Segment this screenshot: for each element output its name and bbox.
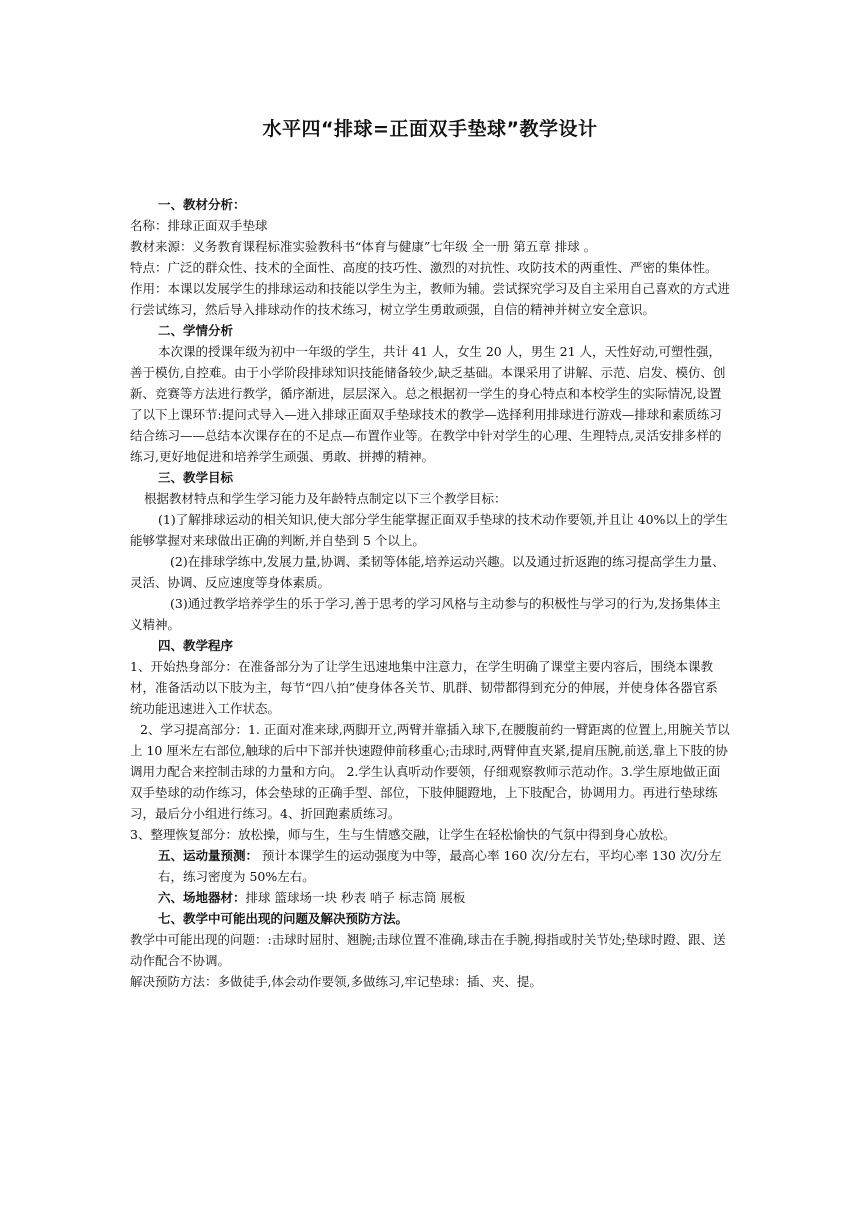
section-3-heading: 三、教学目标 [158,470,234,485]
document-body [130,194,730,992]
material-source: 教材来源：义务教育课程标准实验教科书“体育与健康”七年级 全一册 第五章 排球 。 [130,239,597,254]
load-prediction: 预计本课学生的运动强度为中等，最高心率 160 次/分左右，平均心率 130 次/分左右，练习密度为 50%左右。 [158,848,722,884]
material-name: 名称：排球正面双手垫球 [130,218,268,233]
procedure-cooldown: 3、整理恢复部分：放松操，师与生，生与生情感交融，让学生在轻松愉快的气氛中得到身心放松。 [130,827,676,842]
section-6 [130,887,730,908]
goal-2: (2)在排球学练中,发展力量,协调、柔韧等体能,培养运动兴趣。以及通过折返跑的练习提高学生力量、灵活、协调、反应速度等身体素质。 [130,554,725,590]
procedure-learning: 2、学习提高部分：1. 正面对准来球,两脚开立,两臂并靠插入球下,在腰腹前约一臂距离的位置上,用腕关节以上 10 厘米左右部位,触球的后中下部并快速蹬伸前移重心;击球时,两臂伸直夹紧,提肩压腕,前送,靠上下肢的协调用力配合来控制击球的力量和方向。 2.学生认真听动作要领，仔细观察教师示范动作。3.学生原地做正面双手垫球的动作练习，体会垫球的正确手型、部位，下肢伸腿蹬地，上下肢配合，协调用力。再进行垫球练习，最后分小组进行练习。4、折回跑素质练习。 [130,722,730,821]
section-7-heading: 七、教学中可能出现的问题及解决预防方法。 [158,911,409,926]
document-title: 水平四“排球=正面双手垫球”教学设计 [262,118,598,140]
section-5-heading: 五、运动量预测： [158,848,259,863]
goal-3: (3)通过教学培养学生的乐于学习,善于思考的学习风格与主动参与的积极性与学习的行为,发扬集体主义精神。 [130,596,721,632]
prevention-methods: 解决预防方法：多做徒手,体会动作要领,多做练习,牢记垫球：插、夹、提。 [130,974,542,989]
possible-problems: 教学中可能出现的问题：:击球时屈肘、翘腕;击球位置不准确,球击在手腕,拇指或肘关节处;垫球时蹬、跟、送动作配合不协调。 [130,932,726,968]
material-role: 作用：本课以发展学生的排球运动和技能以学生为主，教师为辅。尝试探究学习及自主采用自己喜欢的方式进行尝试练习，然后导入排球动作的技术练习，树立学生勇敢顽强，自信的精神并树立安全意识。 [130,281,731,317]
procedure-warmup: 1、开始热身部分：在准备部分为了让学生迅速地集中注意力，在学生明确了课堂主要内容后，围绕本课教材，准备活动以下肢为主，每节“四八拍”使身体各关节、肌群、韧带都得到充分的伸展，并使身体各器官系统功能迅速进入工作状态。 [130,659,718,716]
section-5 [130,845,730,887]
material-features: 特点：广泛的群众性、技术的全面性、高度的技巧性、激烈的对抗性、攻防技术的两重性、严密的集体性。 [130,260,718,275]
section-4-heading: 四、教学程序 [158,638,234,653]
goal-1: (1)了解排球运动的相关知识,使大部分学生能掌握正面双手垫球的技术动作要领,并且让 40%以上的学生能够掌握对来球做出正确的判断,并自垫到 5 个以上。 [130,512,728,548]
section-2-heading: 二、学情分析 [158,323,234,338]
student-analysis: 本次课的授课年级为初中一年级的学生，共计 41 人，女生 20 人，男生 21 人，天性好动,可塑性强，善于模仿,自控难。由于小学阶段排球知识技能储备较少,缺乏基础。本课采用了讲解、示范、启发、模仿、创新、竞赛等方法进行教学，循序渐进，层层深入。总之根据初一学生的身心特点和本校学生的实际情况,设置了以下上课环节:提问式导入—进入排球正面双手垫球技术的教学—选择利用排球进行游戏—排球和素质练习结合练习——总结本次课存在的不足点—布置作业等。在教学中针对学生的心理、生理特点,灵活安排多样的练习,更好地促进和培养学生顽强、勇敢、拼搏的精神。 [130,344,726,464]
section-6-heading: 六、场地器材： [158,890,246,905]
section-1-heading: 一、教材分析： [158,197,246,212]
goals-intro: 根据教材特点和学生学习能力及年龄特点制定以下三个教学目标： [144,491,507,506]
equipment-list: 排球 篮球场一块 秒表 哨子 标志筒 展板 [245,890,466,905]
